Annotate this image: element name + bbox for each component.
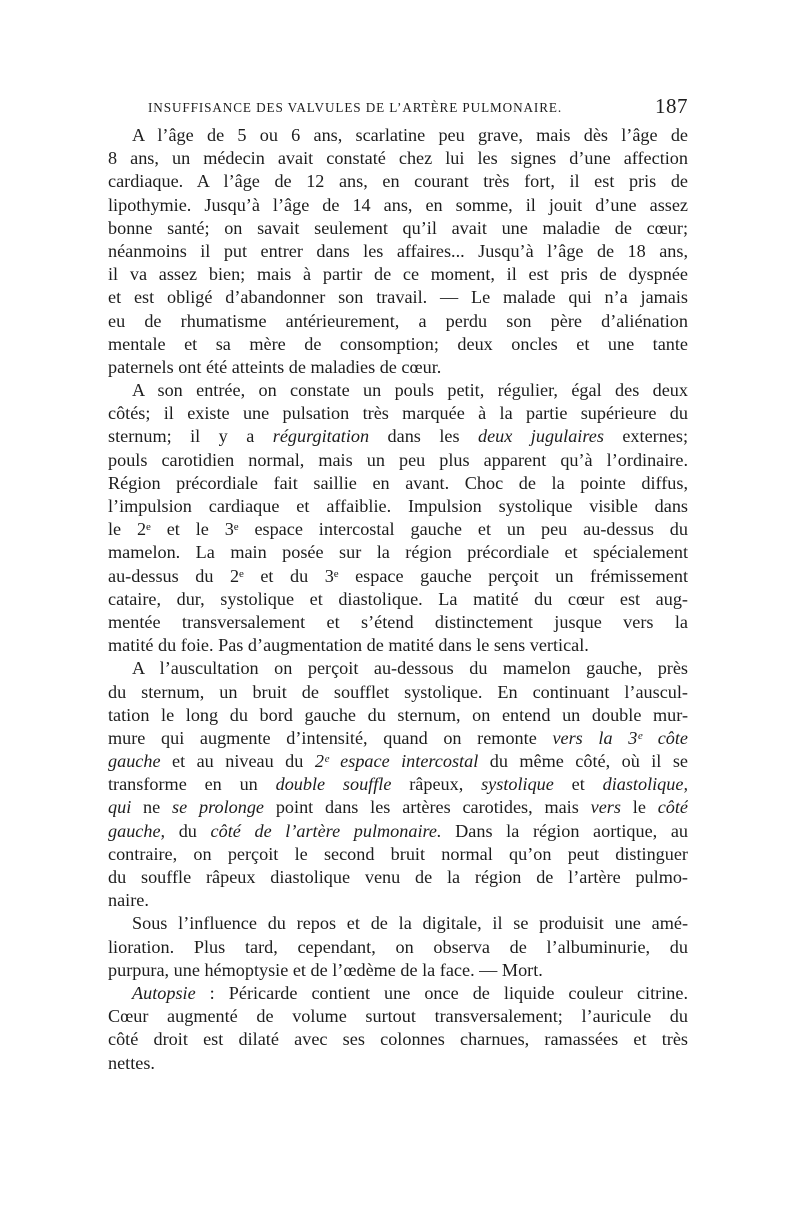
text-line: [108, 402, 688, 425]
text-run: le: [620, 797, 658, 818]
text-run: du sternum, un bruit de soufflet systolique. En continuant l’auscul-: [108, 681, 688, 702]
text-line: [108, 565, 688, 588]
paragraph: [108, 657, 688, 912]
text-line: [108, 472, 688, 495]
text-run: du même côté, où il se: [478, 751, 688, 772]
text-run: côté droit est dilaté avec ses colonnes charnues, ramassées et très: [108, 1029, 688, 1050]
text-line: [108, 982, 688, 1005]
page-number: 187: [655, 94, 688, 118]
text-line: [108, 170, 688, 193]
text-run: il va assez bien; mais à partir de ce moment, il est pris de dyspnée: [108, 264, 688, 285]
text-line: [108, 843, 688, 866]
text-line: [108, 1005, 688, 1028]
text-run: ne: [131, 797, 173, 818]
text-run: Sous l’influence du repos et de la digitale, il se produisit une amé-: [132, 913, 688, 934]
text-line: [108, 704, 688, 727]
text-run: dans les: [369, 426, 479, 447]
text-line: [108, 1052, 688, 1075]
text-line: [108, 959, 688, 982]
text-run: mamelon. La main posée sur la région précordiale et spécialement: [108, 542, 688, 563]
text-run: mentée transversalement et s’étend distinctement jusque vers la: [108, 611, 688, 632]
text-run: nettes.: [108, 1052, 155, 1073]
body-text: [108, 124, 688, 1075]
text-run: externes;: [603, 426, 688, 447]
text-run: mure qui augmente d’intensité, quand on remonte: [108, 727, 553, 748]
text-run: matité du foie. Pas d’augmentation de matité dans le sens vertical.: [108, 635, 589, 656]
text-run: néanmoins il put entrer dans les affaires... Jusqu’à l’âge de 18 ans,: [108, 240, 688, 261]
text-line: [108, 356, 688, 379]
text-line: [108, 425, 688, 448]
text-line: [108, 217, 688, 240]
text-run: transforme en un: [108, 774, 276, 795]
text-run: 8 ans, un médecin avait constaté chez lui les signes d’une affection: [108, 148, 688, 169]
text-run: sternum; il y a: [108, 426, 273, 447]
text-line: [108, 750, 688, 773]
italic-run: diastolique,: [602, 774, 688, 795]
text-run: A l’auscultation on perçoit au-dessous du mamelon gauche, près: [132, 658, 688, 679]
text-line: [108, 333, 688, 356]
text-run: eu de rhumatisme antérieurement, a perdu son père d’aliénation: [108, 310, 688, 331]
text-line: [108, 541, 688, 564]
italic-run: vers la 3ᵉ côte: [552, 727, 688, 748]
text-line: [108, 681, 688, 704]
italic-run: systolique: [481, 774, 554, 795]
text-line: [108, 449, 688, 472]
text-run: râpeux,: [391, 774, 482, 795]
text-run: au-dessus du 2ᵉ et du 3ᵉ espace gauche perçoit un frémissement: [108, 565, 688, 586]
text-run: point dans les artères carotides, mais: [264, 797, 591, 818]
text-run: cataire, dur, systolique et diastolique. La matité du cœur est aug-: [108, 588, 688, 609]
text-line: [108, 889, 688, 912]
text-run: cardiaque. A l’âge de 12 ans, en courant très fort, il est pris de: [108, 171, 688, 192]
text-line: [108, 773, 688, 796]
text-line: [108, 263, 688, 286]
text-line: [108, 286, 688, 309]
text-line: [108, 124, 688, 147]
text-line: [108, 912, 688, 935]
text-run: tation le long du bord gauche du sternum, on entend un double mur-: [108, 704, 688, 725]
text-line: [108, 634, 688, 657]
text-run: Région précordiale fait saillie en avant. Choc de la pointe diffus,: [108, 472, 688, 493]
text-line: [108, 936, 688, 959]
text-line: [108, 866, 688, 889]
text-run: et: [553, 774, 603, 795]
running-head: [108, 94, 688, 122]
text-line: [108, 194, 688, 217]
italic-run: côté de l’artère pulmonaire.: [210, 820, 442, 841]
italic-run: 2ᵉ espace intercostal: [314, 751, 479, 772]
text-run: le 2ᵉ et le 3ᵉ espace intercostal gauche et un peu au-dessus du: [108, 519, 688, 540]
text-run: lipothymie. Jusqu’à l’âge de 14 ans, en somme, il jouit d’une assez: [108, 194, 688, 215]
text-run: du: [165, 820, 211, 841]
text-line: [108, 796, 688, 819]
text-run: du souffle râpeux diastolique venu de la région de l’artère pulmo-: [108, 867, 688, 887]
text-run: paternels ont été atteints de maladies de cœur.: [108, 356, 442, 377]
text-line: [108, 588, 688, 611]
italic-run: côté: [657, 797, 688, 818]
text-run: lioration. Plus tard, cependant, on observa de l’albuminurie, du: [108, 936, 688, 957]
paragraph: [108, 379, 688, 657]
italic-run: Autopsie: [132, 982, 196, 1003]
text-run: et est obligé d’abandonner son travail. — Le malade qui n’a jamais: [108, 287, 688, 308]
text-line: [108, 657, 688, 680]
paragraph: [108, 912, 688, 982]
text-run: côtés; il existe une pulsation très marquée à la partie supérieure du: [108, 403, 688, 424]
text-run: bonne santé; on savait seulement qu’il avait une maladie de cœur;: [108, 217, 688, 238]
italic-run: double souffle: [275, 774, 392, 795]
running-title: INSUFFISANCE DES VALVULES DE L’ARTÈRE PULMONAIRE.: [148, 100, 563, 115]
text-run: Dans la région aortique, au: [441, 820, 688, 841]
italic-run: gauche,: [108, 820, 166, 841]
text-line: [108, 379, 688, 402]
italic-run: gauche: [108, 751, 161, 772]
text-run: l’impulsion cardiaque et affaiblie. Impulsion systolique visible dans: [108, 496, 688, 516]
paragraph: [108, 124, 688, 379]
text-line: [108, 518, 688, 541]
text-line: [108, 820, 688, 843]
text-line: [108, 1028, 688, 1051]
italic-run: vers: [590, 797, 621, 818]
italic-run: qui: [108, 797, 132, 818]
text-run: Cœur augmenté de volume surtout transversalement; l’auricule du: [108, 1006, 688, 1027]
text-line: [108, 611, 688, 634]
text-run: naire.: [108, 890, 149, 911]
text-run: pouls carotidien normal, mais un peu plus apparent qu’à l’ordinaire.: [108, 449, 688, 470]
text-run: contraire, on perçoit le second bruit normal qu’on peut distinguer: [108, 843, 688, 864]
italic-run: régurgitation: [272, 426, 370, 447]
text-line: [108, 727, 688, 750]
text-run: mentale et sa mère de consomption; deux oncles et une tante: [108, 333, 688, 354]
paragraph: [108, 982, 688, 1075]
text-run: purpura, une hémoptysie et de l’œdème de la face. — Mort.: [108, 959, 543, 980]
text-line: [108, 310, 688, 333]
italic-run: se prolonge: [172, 797, 265, 818]
italic-run: deux jugulaires: [478, 426, 604, 447]
text-run: A son entrée, on constate un pouls petit, régulier, égal des deux: [132, 380, 688, 401]
text-run: : Péricarde contient une once de liquide couleur citrine.: [195, 982, 688, 1003]
text-line: [108, 147, 688, 170]
text-run: A l’âge de 5 ou 6 ans, scarlatine peu grave, mais dès l’âge de: [132, 125, 688, 145]
text-run: et au niveau du: [160, 751, 315, 772]
text-line: [108, 495, 688, 518]
text-line: [108, 240, 688, 263]
